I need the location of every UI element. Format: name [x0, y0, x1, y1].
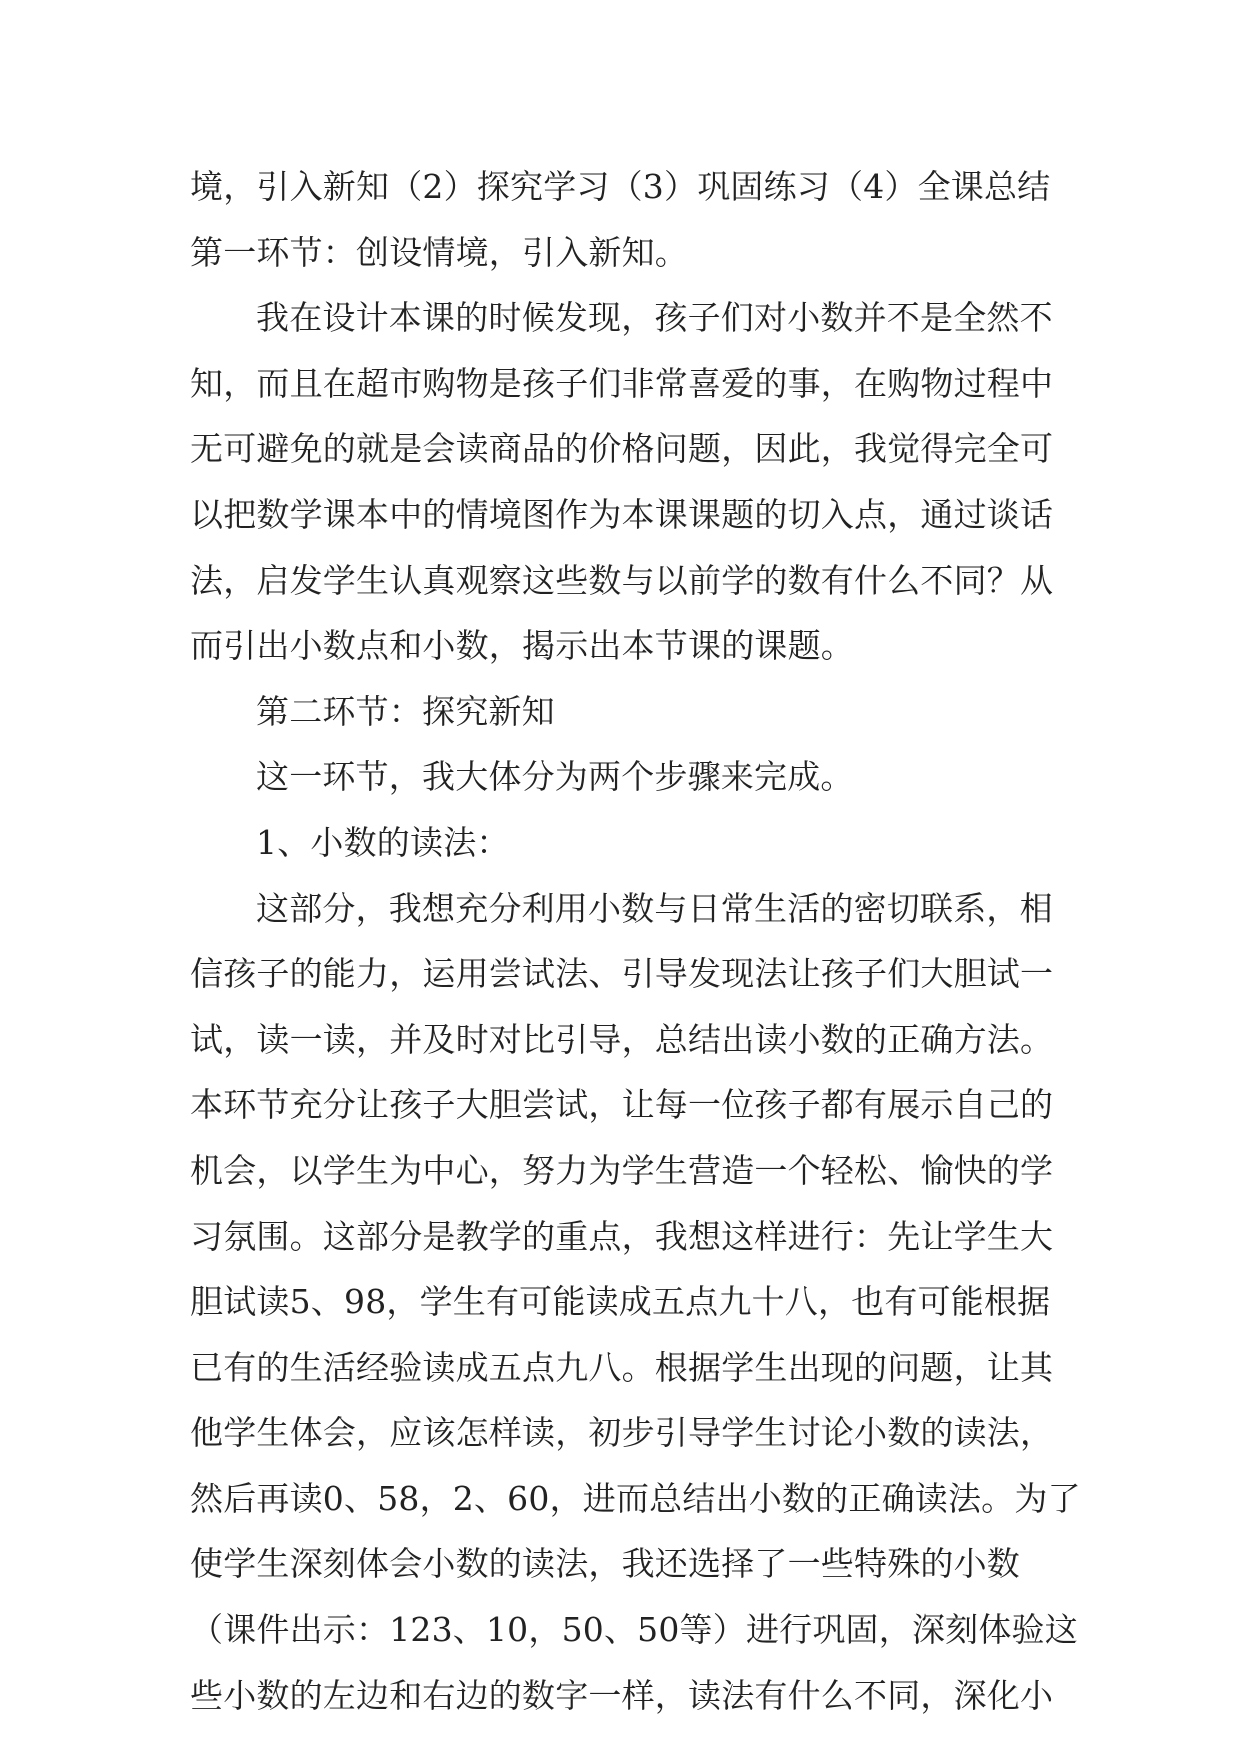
text-line: 我在设计本课的时候发现，孩子们对小数并不是全然不 [256, 298, 1053, 338]
text-line: 第一环节：创设情境，引入新知。 [190, 232, 688, 272]
text-line: 机会，以学生为中心，努力为学生营造一个轻松、愉快的学 [190, 1150, 1054, 1190]
text-line: 些小数的左边和右边的数字一样，读法有什么不同，深化小 [190, 1675, 1054, 1715]
text-line: 习氛围。这部分是教学的重点，我想这样进行：先让学生大 [190, 1216, 1054, 1256]
text-line: 境，引入新知（2）探究学习（3）巩固练习（4）全课总结 [190, 167, 1051, 206]
text-line: 而引出小数点和小数，揭示出本节课的课题。 [190, 626, 854, 666]
text-line: 已有的生活经验读成五点九八。根据学生出现的问题，让其 [190, 1347, 1054, 1387]
text-line: 使学生深刻体会小数的读法，我还选择了一些特殊的小数 [190, 1544, 1020, 1584]
text-line: 信孩子的能力，运用尝试法、引导发现法让孩子们大胆试一 [190, 954, 1054, 994]
text-line: 无可避免的就是会读商品的价格问题，因此，我觉得完全可 [190, 429, 1054, 469]
text-line: 然后再读0、58，2、60，进而总结出小数的正确读法。为了 [190, 1478, 1081, 1518]
text-line: 他学生体会，应该怎样读，初步引导学生讨论小数的读法， [190, 1413, 1054, 1453]
text-line: 法，启发学生认真观察这些数与以前学的数有什么不同？从 [190, 560, 1054, 600]
text-line: 第二环节：探究新知 [256, 691, 555, 731]
document-body [190, 154, 1081, 1728]
text-line: （课件出示：123、10，50、50等）进行巩固，深刻体验这 [190, 1610, 1078, 1650]
text-line: 1、小数的读法： [256, 822, 510, 862]
text-line: 这部分，我想充分利用小数与日常生活的密切联系，相 [256, 888, 1053, 928]
text-line: 这一环节，我大体分为两个步骤来完成。 [256, 757, 854, 797]
text-line: 以把数学课本中的情境图作为本课课题的切入点，通过谈话 [190, 494, 1054, 534]
text-line: 知，而且在超市购物是孩子们非常喜爱的事，在购物过程中 [190, 363, 1054, 403]
text-line: 本环节充分让孩子大胆尝试，让每一位孩子都有展示自己的 [190, 1085, 1054, 1125]
text-line: 胆试读5、98，学生有可能读成五点九十八，也有可能根据 [190, 1282, 1051, 1322]
text-line: 试，读一读，并及时对比引导，总结出读小数的正确方法。 [190, 1019, 1054, 1059]
